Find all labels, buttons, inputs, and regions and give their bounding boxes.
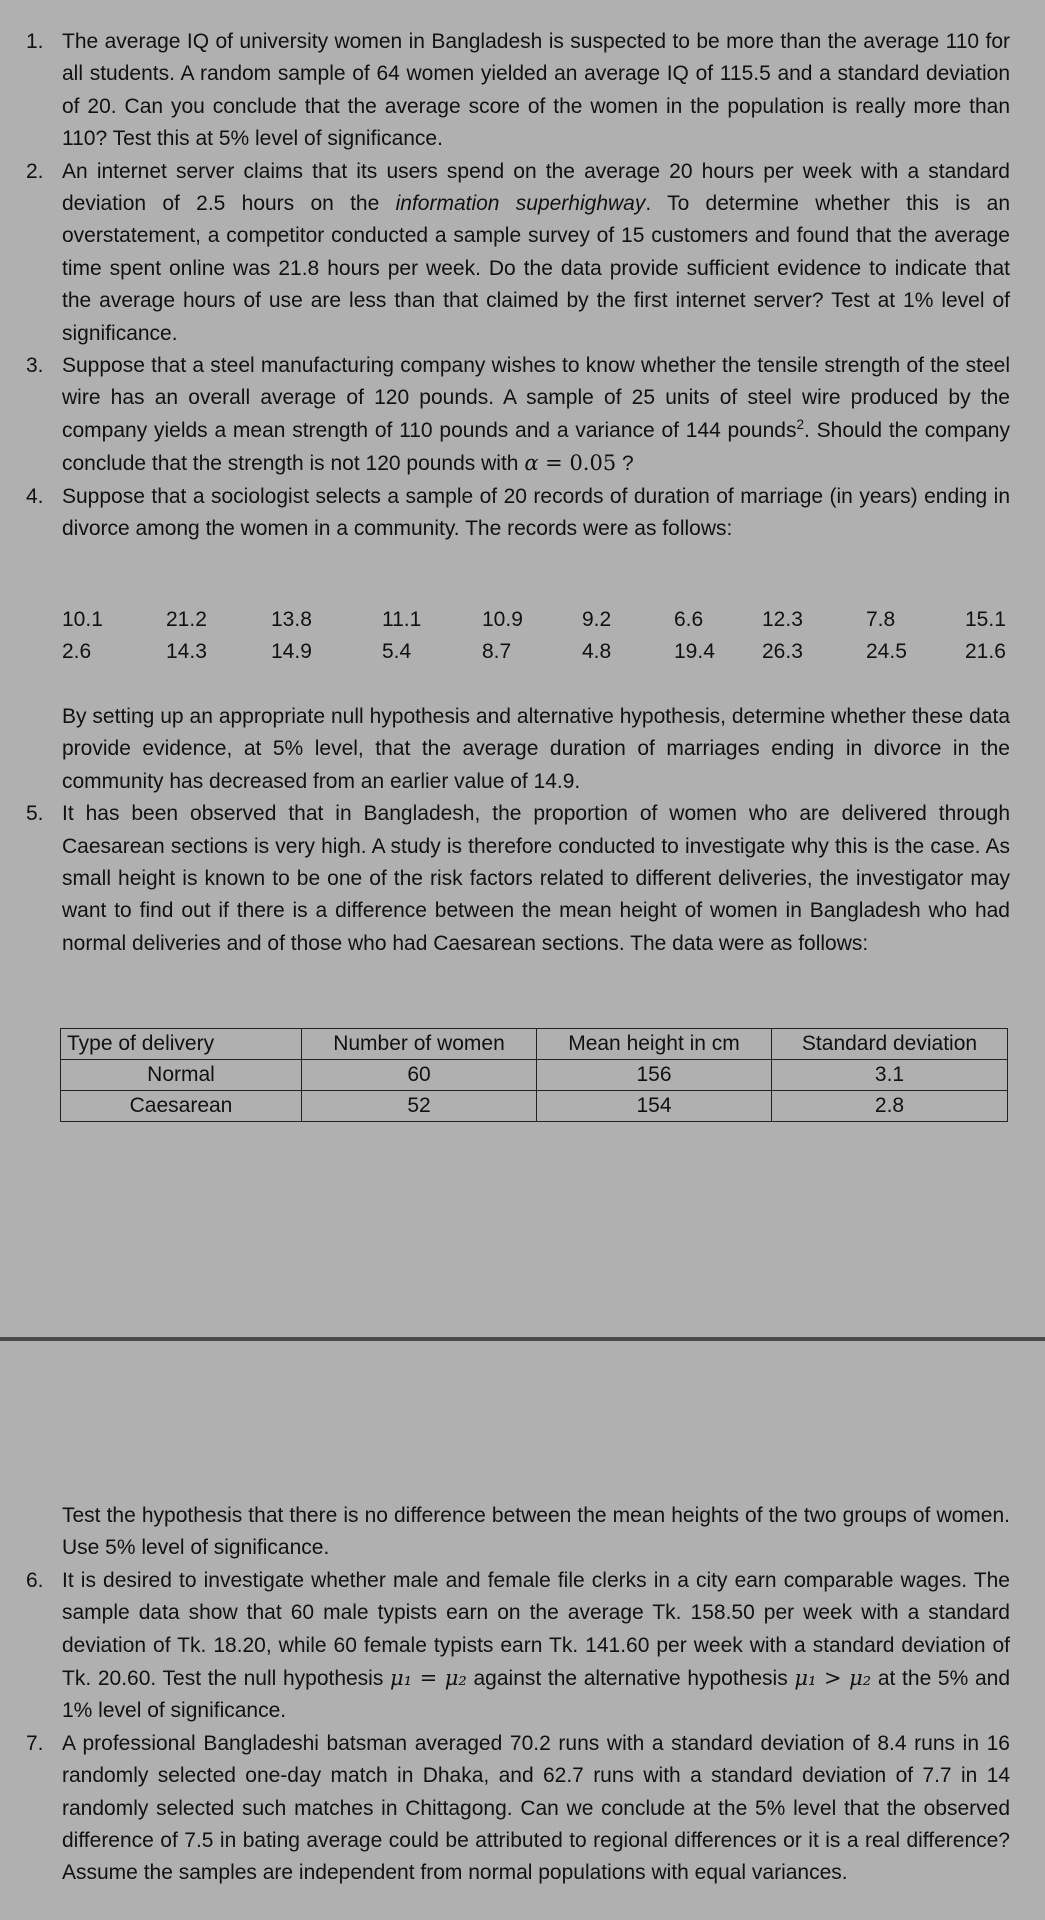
question-text: A professional Bangladeshi batsman averaged 70.2 runs with a standard deviation of 8.4 runs in 16 randomly selected one-day match in Dhaka, and 62.7 runs with a standard deviation of 7.7 in 14 randomly selected such matches in Chittagong. Can we conclude at the 5% level that the observed difference of 7.5 in bating average could be attributed to regional differences or it is a real difference? Assume the samples are independent from normal populations with equal variances. (62, 1731, 1010, 1885)
table-cell: 60 (302, 1060, 537, 1091)
data-cell: 26.3 (762, 640, 803, 663)
table-header: Number of women (302, 1029, 537, 1060)
question-number: 2. (26, 159, 44, 183)
question-text: at the 5% and 1% level of significance. (62, 1667, 1010, 1723)
question-number: 4. (26, 484, 44, 508)
marriage-duration-data (62, 604, 1012, 668)
question-2 (26, 156, 1010, 350)
data-cell: 14.9 (271, 640, 312, 663)
alpha-symbol: α (524, 451, 539, 476)
emphasized-term: information superhighway (395, 192, 646, 216)
question-text: . To determine whether this is an overstatement, a competitor conducted a sample survey of 15 customers and found that the average time spent online was 21.8 hours per week. Do the data provide sufficient evidence to indicate that the average hours of use are less than that claimed by the first internet server? Test at 1% level of significance. (62, 192, 1011, 345)
page-divider (0, 1337, 1045, 1341)
question-text: . Should the company conclude that the strength is not 120 pounds with (62, 418, 1010, 476)
delivery-table (60, 1028, 1008, 1122)
question-number: 7. (26, 1731, 44, 1755)
table-cell: Caesarean (61, 1091, 302, 1122)
data-cell: 12.3 (762, 608, 803, 631)
data-cell: 11.1 (382, 608, 422, 631)
data-cell: 19.4 (674, 640, 715, 663)
table-cell: Normal (61, 1060, 302, 1091)
data-cell: 10.9 (482, 608, 523, 631)
question-4 (26, 481, 1010, 546)
data-cell: 6.6 (674, 608, 704, 631)
data-cell: 21.6 (965, 640, 1006, 663)
question-text: against the alternative hypothesis (466, 1667, 795, 1691)
data-cell: 4.8 (582, 640, 612, 663)
table-cell: 154 (537, 1091, 772, 1122)
question-text: The average IQ of university women in Bangladesh is suspected to be more than the average 110 for all students. A random sample of 64 women yielded an average IQ of 115.5 and a standard deviation of 20. Can you conclude that the average score of the women in the population is really more than 110? Test this at 5% level of significance. (62, 30, 1010, 151)
alternative-hypothesis: μ₁ > μ₂ (794, 1666, 872, 1691)
questions-middle (26, 701, 1010, 960)
question-5-continuation: Test the hypothesis that there is no difference between the mean heights of the two groups of women. Use 5% level of significance. (62, 1504, 1010, 1560)
question-text: An internet server claims that its users spend on the average 20 hours per week with a standard deviation of 2.5 hours on the (62, 159, 1010, 216)
question-1 (26, 26, 1010, 156)
question-7 (26, 1728, 1010, 1890)
question-number: 5. (26, 802, 44, 826)
table-header: Standard deviation (772, 1029, 1008, 1060)
questions-bottom (26, 1500, 1010, 1890)
data-cell: 7.8 (866, 608, 896, 631)
null-hypothesis: μ₁ = μ₂ (390, 1666, 467, 1691)
data-row (62, 636, 1012, 668)
question-text: It has been observed that in Bangladesh, the proportion of women who are delivered through Caesarean sections is very high. A study is therefore conducted to investigate why this is the case. As small height is known to be one of the risk factors related to different deliveries, the investigator may want to find out if there is a difference between the mean height of women in Bangladesh who had normal deliveries and of those who had Caesarean sections. The data were as follows: (62, 802, 1010, 955)
data-cell: 9.2 (582, 608, 612, 631)
table-cell: 52 (302, 1091, 537, 1122)
alpha-value: = 0.05 (538, 451, 617, 476)
data-cell: 10.1 (62, 608, 103, 631)
question-6 (26, 1565, 1010, 1728)
table-row (61, 1060, 1008, 1091)
data-cell: 24.5 (866, 640, 907, 663)
data-cell: 13.8 (271, 608, 312, 631)
table-header: Type of delivery (61, 1029, 302, 1060)
data-cell: 8.7 (482, 640, 512, 663)
question-text: ? (616, 452, 634, 476)
questions-top (26, 26, 1010, 546)
data-cell: 21.2 (166, 608, 207, 631)
table-cell: 156 (537, 1060, 772, 1091)
table-cell: 3.1 (772, 1060, 1008, 1091)
question-text: Suppose that a sociologist selects a sample of 20 records of duration of marriage (in years) ending in divorce among the women in a community. The records were as follows: (62, 484, 1010, 541)
question-number: 1. (26, 30, 44, 53)
question-3 (26, 350, 1010, 481)
data-cell: 14.3 (166, 640, 207, 663)
data-row (62, 604, 1012, 636)
data-cell: 2.6 (62, 640, 92, 663)
data-cell: 5.4 (382, 640, 412, 663)
table-header: Mean height in cm (537, 1029, 772, 1060)
question-4-continuation: By setting up an appropriate null hypothesis and alternative hypothesis, determine whether these data provide evidence, at 5% level, that the average duration of marriages ending in divorce in the community has decreased from an earlier value of 14.9. (62, 705, 1010, 793)
data-cell: 15.1 (965, 608, 1006, 631)
question-text: It is desired to investigate whether male and female file clerks in a city earn comparable wages. The sample data show that 60 male typists earn on the average Tk. 158.50 per week with a standard deviation of Tk. 18.20, while 60 female typists earn Tk. 141.60 per week with a standard deviation of Tk. 20.60. Test the null hypothesis (62, 1568, 1010, 1691)
table-cell: 2.8 (772, 1091, 1008, 1122)
question-5 (26, 798, 1010, 960)
question-number: 6. (26, 1568, 44, 1592)
question-text: Suppose that a steel manufacturing company wishes to know whether the tensile strength of the steel wire has an overall average of 120 pounds. A sample of 25 units of steel wire produced by the company yields a mean strength of 110 pounds and a variance of 144 pounds (62, 354, 1010, 442)
question-number: 3. (26, 354, 44, 378)
superscript: 2 (796, 416, 805, 432)
table-row (61, 1091, 1008, 1122)
table-header-row (61, 1029, 1008, 1060)
